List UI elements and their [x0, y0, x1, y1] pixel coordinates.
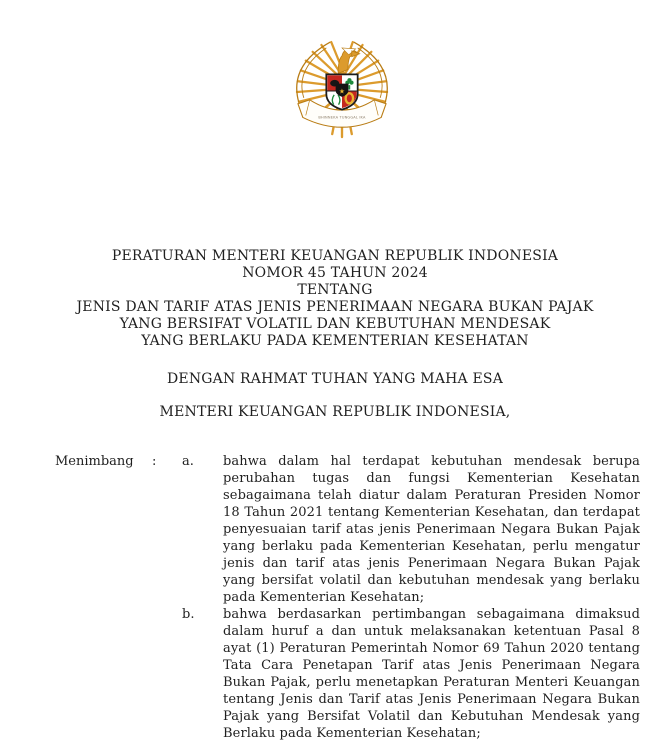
subject-line-1: JENIS DAN TARIF ATAS JENIS PENERIMAAN NEGARA BUKAN PAJAK — [76, 299, 594, 315]
item-text-b: bahwa berdasarkan pertimbangan sebagaimana dimaksud dalam huruf a dan untuk melaksanakan ketentuan Pasal 8 ayat (1) Peraturan Pemerintah Nomor 69 Tahun 2020 tentang Tata Cara Penetapan Tarif atas Jenis Penerimaan Negara Bukan Pajak, perlu menetapkan Peraturan Menteri Keuangan tentang Jenis dan Tarif atas Jenis Penerimaan Negara Bukan Pajak yang Bersifat Volatil dan Kebutuhan Mendesak yang Berlaku pada Kementerian Kesehatan; — [223, 607, 640, 741]
regulation-number: NOMOR 45 TAHUN 2024 — [242, 265, 428, 281]
regulation-title: PERATURAN MENTERI KEUANGAN REPUBLIK INDONESIA — [111, 248, 559, 264]
consideration-items — [182, 453, 640, 742]
authority-line: MENTERI KEUANGAN REPUBLIK INDONESIA, — [159, 404, 511, 420]
menimbang-label: Menimbang — [55, 454, 134, 469]
consideration-item-a — [182, 453, 640, 606]
item-marker-b: b. — [182, 607, 195, 622]
pancasila-shield — [326, 74, 357, 109]
item-marker-a: a. — [182, 454, 194, 469]
emblem-head — [338, 48, 360, 73]
considerations-section — [55, 453, 640, 742]
title-block — [8, 248, 654, 350]
tentang-label: TENTANG — [297, 282, 373, 298]
subject-line-2: YANG BERSIFAT VOLATIL DAN KEBUTUHAN MENDESAK — [119, 316, 551, 332]
subject-line-3: YANG BERLAKU PADA KEMENTERIAN KESEHATAN — [141, 333, 529, 349]
motto-text: BHINNEKA TUNGGAL IKA — [318, 115, 366, 120]
emblem-wrap — [295, 40, 389, 142]
invocation-line: DENGAN RAHMAT TUHAN YANG MAHA ESA — [166, 371, 504, 387]
consideration-item-b — [182, 606, 640, 742]
garuda-pancasila-emblem — [295, 40, 389, 142]
item-text-a: bahwa dalam hal terdapat kebutuhan mendesak berupa perubahan tugas dan fungsi Kementerian Kesehatan sebagaimana telah diatur dalam Peraturan Presiden Nomor 18 Tahun 2021 tentang Kementerian Kesehatan, dan terdapat penyesuaian tarif atas jenis Penerimaan Negara Bukan Pajak yang berlaku pada Kementerian Kesehatan, perlu mengatur jenis dan tarif atas jenis Penerimaan Negara Bukan Pajak yang bersifat volatil dan kebutuhan mendesak yang berlaku pada Kementerian Kesehatan; — [223, 454, 640, 605]
colon-separator: : — [152, 454, 157, 469]
star-icon: ★ — [338, 87, 346, 96]
